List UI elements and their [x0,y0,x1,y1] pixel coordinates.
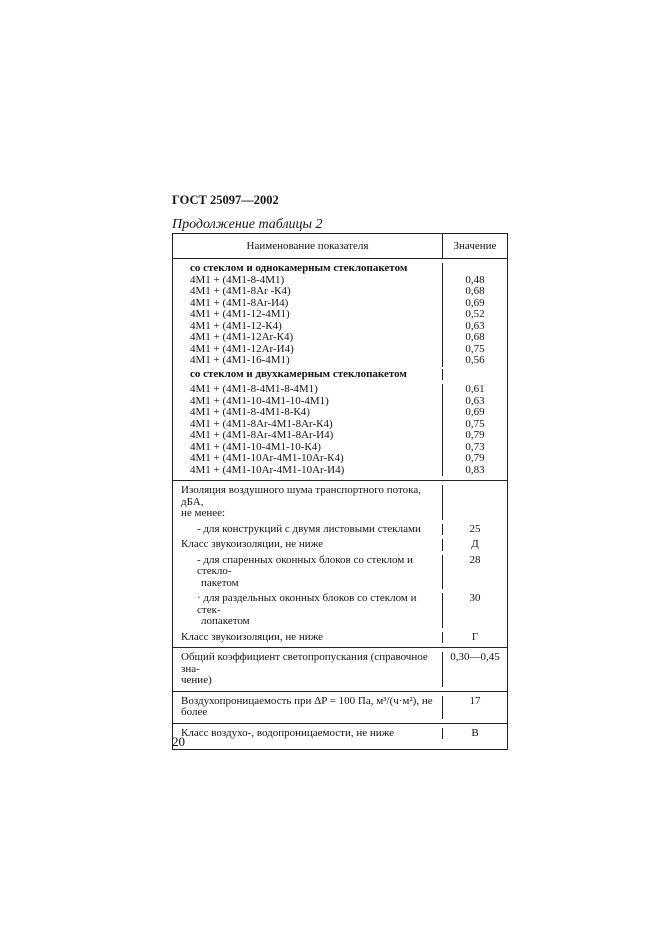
table-row: 4М1 + (4М1-8Ar -К4) 0,68 [173,286,507,298]
section-heading: со стеклом и однокамерным стеклопакетом [173,263,507,275]
table-line: · для раздельных оконных блоков со стеклом и стек- 30 [173,593,507,616]
air-permeability-block [172,691,508,723]
column-header-value: Значение [453,240,497,252]
table-row: 4М1 + (4М1-8-4М1) 0,48 [173,275,507,287]
light-transmission-block [172,647,508,691]
table-row: 4М1 + (4М1-8-4М1-8-4М1) 0,61 [173,384,507,396]
table-row: 4М1 + (4М1-8Ar-4М1-8Ar-И4) 0,79 [173,430,507,442]
table-line: Воздухопроницаемость при ΔP = 100 Па, м³/(ч·м²), не 17 [173,696,507,708]
table-line: не менее: [173,508,507,520]
table-row: 4М1 + (4М1-12Ar-И4) 0,75 [173,344,507,356]
glazing-block [172,258,508,480]
table-row: 4М1 + (4М1-8-4М1-8-К4) 0,69 [173,407,507,419]
table-line: Класс воздухо-, водопроницаемости, не ниже В [173,728,507,740]
table-line: более [173,707,507,719]
table-continuation-caption: Продолжение таблицы 2 [172,217,323,232]
table-row: 4М1 + (4М1-12-К4) 0,63 [173,321,507,333]
table-line: Общий коэффициент светопропускания (справочное зна- 0,30—0,45 [173,652,507,675]
table-line: пакетом [173,578,507,590]
column-header-name: Наименование показателя [173,234,443,258]
table-line: - для спаренных оконных блоков со стеклом и стекло- 28 [173,555,507,578]
table-line: - для конструкций с двумя листовыми стеклами 25 [173,524,507,536]
table-line: Изоляция воздушного шума транспортного потока, дБА, [173,485,507,508]
table-line: Класс звукоизоляции, не ниже Д [173,539,507,551]
section-heading: со стеклом и двухкамерным стеклопакетом [173,369,507,381]
document-code: ГОСТ 25097—2002 [172,193,279,207]
table-row: 4М1 + (4М1-12-4М1) 0,52 [173,309,507,321]
water-permeability-block [172,723,508,750]
table-line: лопакетом [173,616,507,628]
table-line: чение) [173,675,507,687]
table-row: 4М1 + (4М1-8Ar-И4) 0,69 [173,298,507,310]
table-row: 4М1 + (4М1-8Ar-4М1-8Ar-К4) 0,75 [173,419,507,431]
table-row: 4М1 + (4М1-10-4М1-10-К4) 0,73 [173,442,507,454]
table-row: 4М1 + (4М1-16-4М1) 0,56 [173,355,507,367]
table-row: 4М1 + (4М1-10Ar-4М1-10Ar-И4) 0,83 [173,465,507,477]
page-number: 20 [172,734,185,749]
table-line: Класс звукоизоляции, не ниже Г [173,632,507,644]
table-header-row [172,234,508,258]
table-row: 4М1 + (4М1-10-4М1-10-4М1) 0,63 [173,396,507,408]
noise-block [172,480,508,647]
table-row: 4М1 + (4М1-12Ar-К4) 0,68 [173,332,507,344]
data-table [172,233,508,750]
table-row: 4М1 + (4М1-10Ar-4М1-10Ar-К4) 0,79 [173,453,507,465]
